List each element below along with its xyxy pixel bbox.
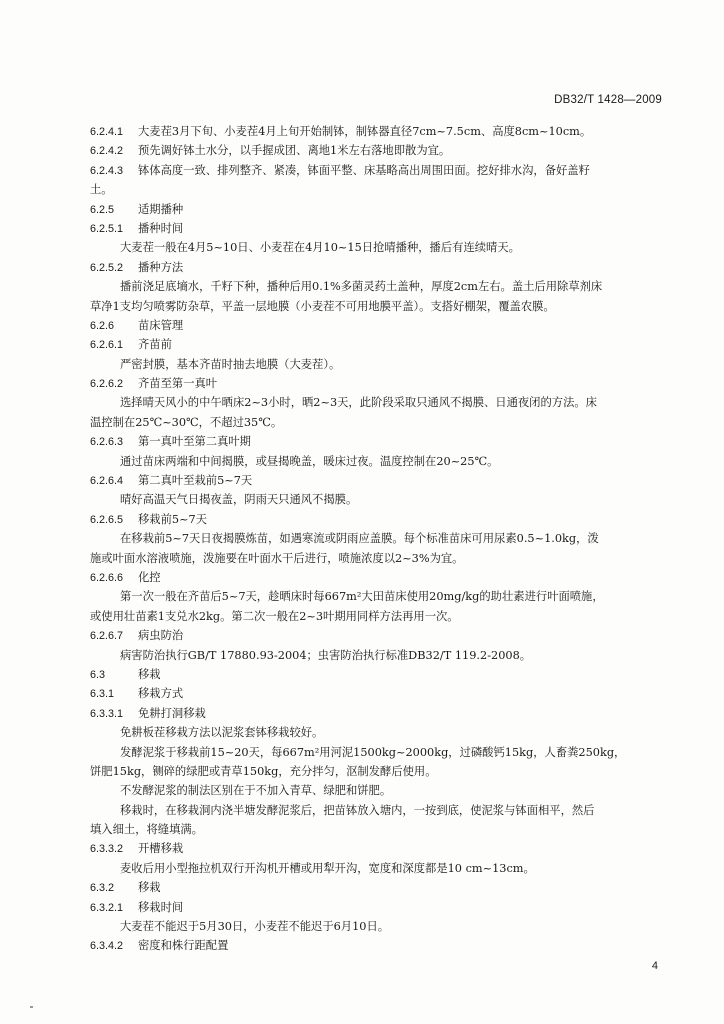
line-text: 饼肥15kg，铡碎的绿肥或青草150kg，充分拌匀，沤制发酵后使用。 — [90, 764, 437, 778]
section-number: 6.3.4.2 — [90, 940, 124, 953]
line-text: 密度和株行距配置 — [138, 939, 229, 953]
line-text: 温控制在25℃~30℃，不超过35℃。 — [90, 415, 283, 429]
section-line — [90, 626, 670, 645]
section-number: 6.2.6.5 — [90, 513, 124, 526]
section-line — [90, 316, 670, 335]
section-line — [90, 122, 670, 141]
line-text: 播种方法 — [138, 260, 184, 274]
section-line — [90, 432, 670, 451]
line-text: 不发酵泥浆的制法区别在于不加入青草、绿肥和饼肥。 — [120, 784, 392, 798]
line-text: 第一次一般在齐苗后5~7天，趁晒床时每667m²大田苗床使用20mg/kg的助壮素进行叶面喷施， — [120, 590, 604, 604]
line-text: 填入细土，将缝填满。 — [90, 823, 203, 837]
line-text: 第二真叶至栽前5~7天 — [138, 474, 253, 488]
section-number: 6.2.6.7 — [90, 630, 124, 643]
line-text: 施或叶面水溶液喷施，泼施要在叶面水干后进行，喷施浓度以2~3%为宜。 — [90, 551, 464, 565]
paragraph-line — [90, 607, 670, 626]
line-text: 第一真叶至第二真叶期 — [138, 435, 251, 449]
section-line — [90, 684, 670, 703]
paragraph-line — [90, 180, 670, 199]
section-number: 6.3.2 — [90, 882, 115, 895]
paragraph-line — [90, 781, 670, 800]
scan-speck — [30, 1006, 33, 1008]
document-body — [90, 122, 670, 956]
line-text: 严密封膜，基本齐苗时抽去地膜（大麦茬）。 — [120, 357, 341, 371]
paragraph-line — [90, 277, 670, 296]
line-text: 移栽时，在移栽洞内浇半塘发酵泥浆后，把苗钵放入塘内，一按到底，使泥浆与钵面相平，然后 — [120, 803, 595, 817]
line-text: 化控 — [138, 570, 161, 584]
paragraph-line — [90, 820, 670, 839]
paragraph-line — [90, 413, 670, 432]
section-number: 6.2.5.1 — [90, 222, 124, 235]
line-text: 在移栽前5~7天日夜揭膜炼苗，如遇寒流或阴雨应盖膜。每个标准苗床可用尿素0.5~1.0kg，泼 — [120, 532, 599, 546]
line-text: 移栽 — [138, 881, 161, 895]
section-line — [90, 704, 670, 723]
paragraph-line — [90, 452, 670, 471]
line-text: 钵体高度一致、排列整齐、紧凑，钵面平整、床基略高出周围田面。挖好排水沟，备好盖籽 — [138, 163, 590, 177]
section-line — [90, 335, 670, 354]
section-number: 6.2.4.2 — [90, 145, 124, 158]
line-text: 或使用壮苗素1支兑水2kg。第二次一般在2~3叶期用同样方法再用一次。 — [90, 609, 459, 623]
line-text: 免耕板茬移栽方法以泥浆套钵移栽较好。 — [120, 726, 324, 740]
line-text: 免耕打洞移栽 — [138, 706, 206, 720]
line-text: 齐苗至第一真叶 — [138, 377, 218, 391]
line-text: 晴好高温天气日揭夜盖，阴雨天只通风不揭膜。 — [120, 493, 358, 507]
section-line — [90, 510, 670, 529]
paragraph-line — [90, 646, 670, 665]
paragraph-line — [90, 762, 670, 781]
paragraph-line — [90, 393, 670, 412]
paragraph-line — [90, 355, 670, 374]
section-line — [90, 219, 670, 238]
line-text: 草净1支均匀喷雾防杂草，平盖一层地膜（小麦茬不可用地膜平盖）。支搭好棚架，覆盖农膜。 — [90, 299, 555, 313]
section-number: 6.2.5.2 — [90, 261, 124, 274]
paragraph-line — [90, 859, 670, 878]
line-text: 移栽 — [138, 667, 161, 681]
section-line — [90, 161, 670, 180]
line-text: 病虫防治 — [138, 629, 184, 643]
line-text: 移栽时间 — [138, 900, 184, 914]
line-text: 大麦茬3月下旬、小麦茬4月上旬开始制钵，制钵器直径7cm~7.5cm、高度8cm~10cm。 — [138, 125, 592, 138]
paragraph-line — [90, 549, 670, 568]
line-text: 土。 — [90, 183, 113, 197]
line-text: 播种时间 — [138, 221, 184, 235]
section-line — [90, 471, 670, 490]
line-text: 大麦茬一般在4月5~10日、小麦茬在4月10~15日抢晴播种，播后有连续晴天。 — [120, 241, 520, 255]
section-line — [90, 936, 670, 955]
paragraph-line — [90, 743, 670, 762]
line-text: 麦收后用小型拖拉机双行开沟机开槽或用犁开沟，宽度和深度都是10 cm~13cm。 — [120, 861, 535, 875]
section-line — [90, 374, 670, 393]
section-number: 6.2.5 — [90, 203, 115, 216]
line-text: 苗床管理 — [138, 318, 184, 332]
page-number: 4 — [651, 960, 658, 972]
paragraph-line — [90, 801, 670, 820]
line-text: 发酵泥浆于移栽前15~20天，每667m²用河泥1500kg~2000kg，过磷酸钙15kg，人畜粪250kg， — [120, 745, 626, 759]
section-number: 6.2.6.1 — [90, 339, 124, 352]
line-text: 预先调好钵土水分，以手握成团、离地1米左右落地即散为宜。 — [138, 144, 451, 158]
section-number: 6.2.4.1 — [90, 126, 124, 138]
paragraph-line — [90, 238, 670, 257]
line-text: 通过苗床两端和中间揭膜，或昼揭晚盖，暖床过夜。温度控制在20~25℃。 — [120, 454, 499, 468]
line-text: 移栽方式 — [138, 687, 184, 701]
paragraph-line — [90, 297, 670, 316]
section-number: 6.2.6.2 — [90, 378, 124, 391]
line-text: 齐苗前 — [138, 338, 172, 352]
document-code: DB32/T 1428—2009 — [554, 94, 662, 106]
section-line — [90, 839, 670, 858]
section-number: 6.2.6.6 — [90, 571, 124, 584]
section-number: 6.3.1 — [90, 688, 115, 701]
section-number: 6.3 — [90, 668, 106, 681]
section-line — [90, 200, 670, 219]
section-line — [90, 141, 670, 160]
section-line — [90, 665, 670, 684]
section-number: 6.2.6.3 — [90, 436, 124, 449]
section-line — [90, 878, 670, 897]
line-text: 病害防治执行GB/T 17880.93-2004；虫害防治执行标准DB32/T 119.2-2008。 — [120, 648, 532, 662]
section-line — [90, 258, 670, 277]
paragraph-line — [90, 723, 670, 742]
section-line — [90, 568, 670, 587]
section-number: 6.2.4.3 — [90, 164, 124, 177]
section-number: 6.3.3.2 — [90, 843, 124, 856]
paragraph-line — [90, 490, 670, 509]
line-text: 移栽前5~7天 — [138, 512, 208, 526]
line-text: 开槽移栽 — [138, 842, 184, 856]
section-line — [90, 898, 670, 917]
section-number: 6.3.3.1 — [90, 707, 124, 720]
paragraph-line — [90, 529, 670, 548]
line-text: 大麦茬不能迟于5月30日，小麦茬不能迟于6月10日。 — [120, 920, 390, 934]
line-text: 适期播种 — [138, 202, 184, 216]
section-number: 6.2.6.4 — [90, 475, 124, 488]
line-text: 选择晴天风小的中午晒床2~3小时，晒2~3天，此阶段采取只通风不揭膜、日通夜闭的方法。床 — [120, 396, 597, 410]
section-number: 6.3.2.1 — [90, 901, 124, 914]
section-number: 6.2.6 — [90, 319, 115, 332]
line-text: 播前浇足底墒水，千籽下种，播种后用0.1%多菌灵药土盖种，厚度2cm左右。盖土后用除草剂床 — [120, 280, 603, 294]
paragraph-line — [90, 587, 670, 606]
paragraph-line — [90, 917, 670, 936]
